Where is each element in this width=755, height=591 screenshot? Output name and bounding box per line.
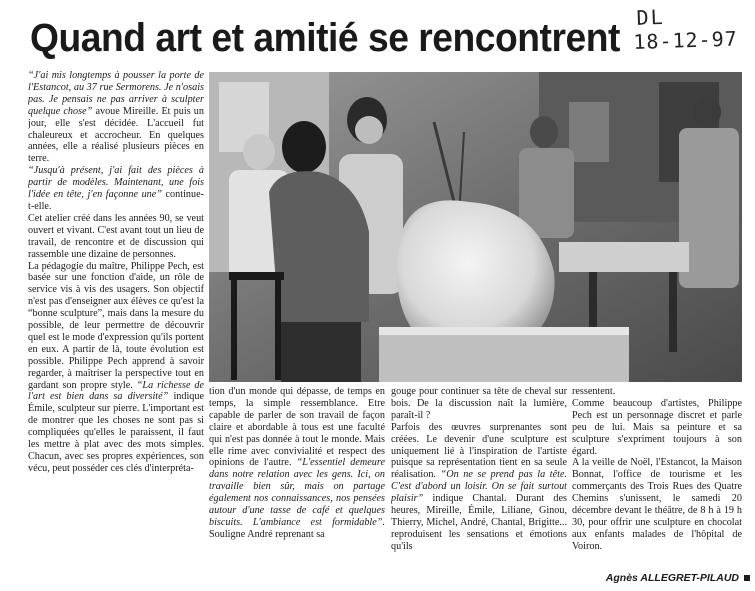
text-mireille: avoue Mireille. Et puis un jour, elle s'est décidée. L'accueil fut chaleureux et accrocheur. En quelques années, elle a réalisé plusieurs pièces en terre. <box>28 105 204 165</box>
text-interpretation: tion d'un monde qui dépasse, de temps en temps, la simple ressemblance. Etre capable de parler de son travail de façon claire et abordable à tous est une faculté qui n'est pas donnée à tout le monde. Mais elle rime avec convivialité et respect des opinions de l'autre. <box>209 386 385 469</box>
paragraph-pedagogie <box>28 261 204 475</box>
quote-mireille: “J'ai mis longtemps à pousser la porte de l'Estancot, au 37 rue Sermorens. Je n'osais pas. Je pensais ne pas arriver à sculpter quelque chose” <box>28 70 204 117</box>
column-3 <box>391 386 567 586</box>
text-andre: Souligne André reprenant sa <box>209 528 325 540</box>
byline <box>600 570 750 586</box>
article-photo <box>209 72 742 382</box>
paragraph-oeuvres <box>391 422 567 553</box>
text-chantal: indique Chantal. Durant des heures, Mireille, Émile, Liliane, Ginou, Thierry, Michel, André, Chantal, Brigitte... reproduisent les sensations et émotions qu'ils <box>391 493 567 552</box>
paragraph-mireille <box>28 70 204 165</box>
column-1 <box>28 70 204 586</box>
column-4 <box>572 386 742 586</box>
paragraph-artistes: Comme beaucoup d'artistes, Philippe Pech est un personnage discret et parle peu de lui. Mais sa peinture et sa sculpture s'expriment toujours à son égard. <box>572 397 742 457</box>
text-mireille-2: continue-t-elle. <box>28 189 204 212</box>
quote-andre: “L'essentiel demeure dans notre relation avec les gens. Ici, on travaille bien sûr, mais on partage également nos connaissances, nos pensées autour d'une tasse de café et quelques biscuits. L'ambiance est formidable”. <box>209 457 385 528</box>
text-emile: indique Émile, sculpteur sur pierre. L'important est de montrer que les choses ne sont pas si compliquées qu'elles le paraissent, il faut les mettre à plat avec des mots simples. Chacun, avec ses propres expériences, son vécu, peut posséder ces clés d'interpréta- <box>28 391 204 474</box>
paragraph-mireille-2 <box>28 165 204 213</box>
paragraph-gouge: gouge pour continuer sa tête de cheval sur bois. De la discussion naît la lumière, paraît-il ? <box>391 386 567 421</box>
column-2 <box>209 386 385 586</box>
paragraph-noel: A la veille de Noël, l'Estancot, la Maison Bonnat, l'office de tourisme et les commerçants des Trois Rues des Quatre Chemins s'unissent, le samedi 20 décembre devant le théâtre, de 8 h à 19 h 30, pour offrir une sculpture en chocolat aux enfants malades de l'hôpital de Voiron. <box>572 457 742 552</box>
end-mark <box>744 575 750 581</box>
workshop-photo-illustration <box>209 72 742 382</box>
quote-chantal: “On ne se prend pas la tête. C'est d'abord un loisir. On se fait surtout plaisir” <box>391 469 567 505</box>
paragraph-ressentent: ressentent. <box>572 386 616 397</box>
text-pedagogie: La pédagogie du maître, Philippe Pech, est basée sur une fonction d'aide, un rôle de service vis à vis des usagers. Son objectif n'est pas d'enseigner aux élèves ce qu'est la “bonne sculpture”, mais dans la mesure du possible, de leur permettre de découvrir quel est le mode d'expression qu'ils portent en eux. A partir de là, toute évolution est possible. Philippe Pech apprend à savoir regarder, à maîtriser la perspective tout en gardant son propre style. <box>28 260 204 391</box>
paragraph-atelier: Cet atelier créé dans les années 90, se veut ouvert et vivant. C'est avant tout un lieu de travail, de rencontre et de discussion qui rassemble une dizaine de personnes. <box>28 212 204 260</box>
byline-author: Agnès ALLEGRET-PILAUD <box>605 572 739 584</box>
text-oeuvres: Parfois des œuvres surprenantes sont créées. Le devenir d'une sculpture est uniquement lié à l'inspiration de l'artiste puisque sa représentation tient en sa seule réalisation. <box>391 421 567 481</box>
quote-mireille-2: “Jusqu'à présent, j'ai fait des pièces à partir de modèles. Maintenant, une fois l'idée en tête, j'en façonne une” <box>28 165 204 201</box>
stamp-source: DL <box>636 4 666 30</box>
stamp-date: 18-12-97 <box>632 26 739 55</box>
headline: Quand art et amitié se rencontrent <box>30 16 620 60</box>
date-stamp <box>632 2 752 58</box>
quote-emile: “La richesse de l'art est bien dans sa diversité” <box>28 379 204 403</box>
paragraph-interpretation <box>209 386 385 541</box>
